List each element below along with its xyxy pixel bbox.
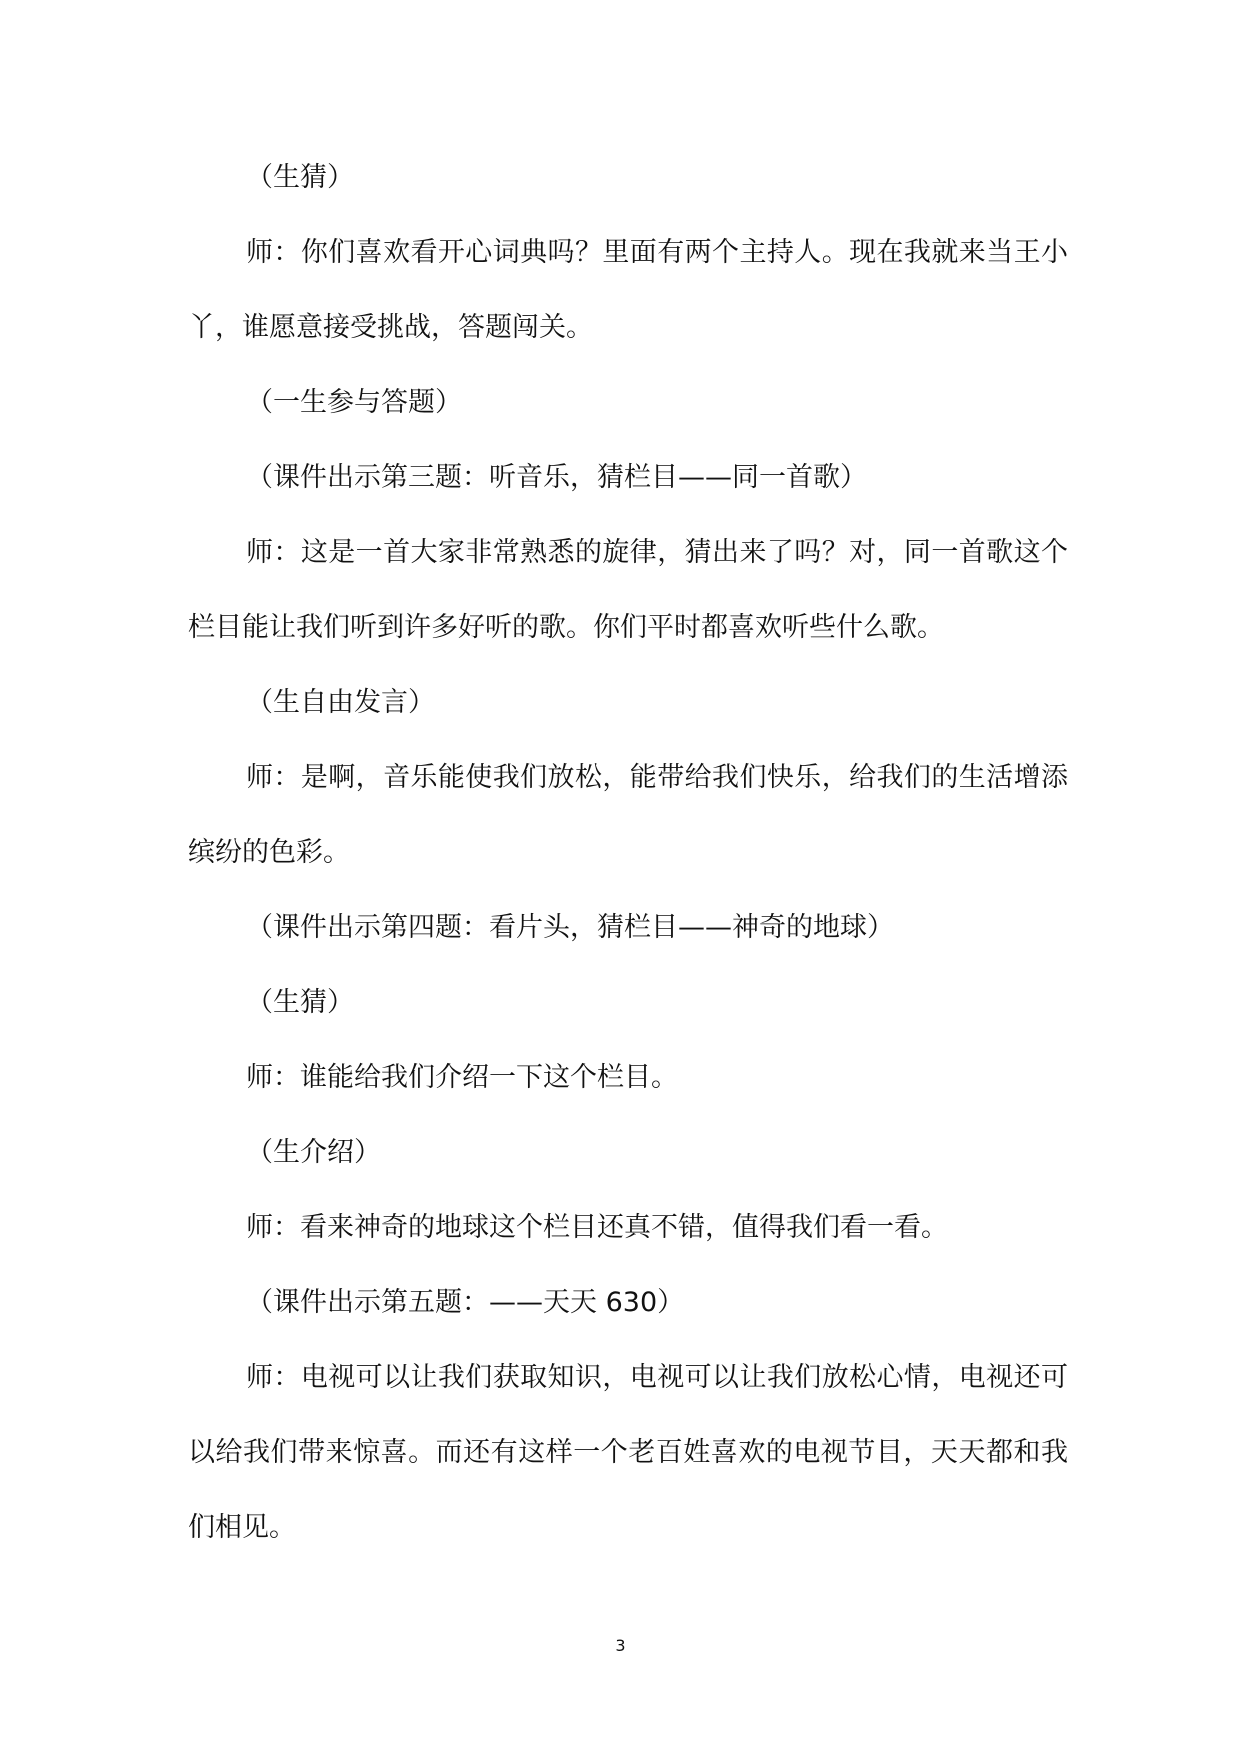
- paragraph: （课件出示第三题：听音乐，猜栏目——同一首歌）: [246, 462, 867, 493]
- paragraph: （生猜）: [246, 987, 354, 1018]
- paragraph: 师：看来神奇的地球这个栏目还真不错，值得我们看一看。: [246, 1212, 948, 1243]
- paragraph: 师：这是一首大家非常熟悉的旋律，猜出来了吗？对，同一首歌这个栏目能让我们听到许多好听的歌。你们平时都喜欢听些什么歌。: [188, 537, 1068, 643]
- paragraph: （课件出示第四题：看片头，猜栏目——神奇的地球）: [246, 912, 894, 943]
- paragraph: 师：是啊，音乐能使我们放松，能带给我们快乐，给我们的生活增添缤纷的色彩。: [188, 762, 1068, 868]
- paragraph: （生介绍）: [246, 1137, 381, 1168]
- paragraph: （课件出示第五题：——天天 630）: [246, 1287, 685, 1318]
- paragraph: （生自由发言）: [246, 687, 435, 718]
- paragraph: 师：电视可以让我们获取知识，电视可以让我们放松心情，电视还可以给我们带来惊喜。而还有这样一个老百姓喜欢的电视节目，天天都和我们相见。: [188, 1362, 1068, 1543]
- paragraph: 师：谁能给我们介绍一下这个栏目。: [246, 1062, 678, 1093]
- paragraph: （生猜）: [246, 162, 354, 193]
- paragraph: （一生参与答题）: [246, 387, 462, 418]
- page-number: 3: [615, 1636, 626, 1655]
- page-body: [188, 140, 1068, 1565]
- paragraph: 师：你们喜欢看开心词典吗？里面有两个主持人。现在我就来当王小丫，谁愿意接受挑战，答题闯关。: [188, 237, 1068, 343]
